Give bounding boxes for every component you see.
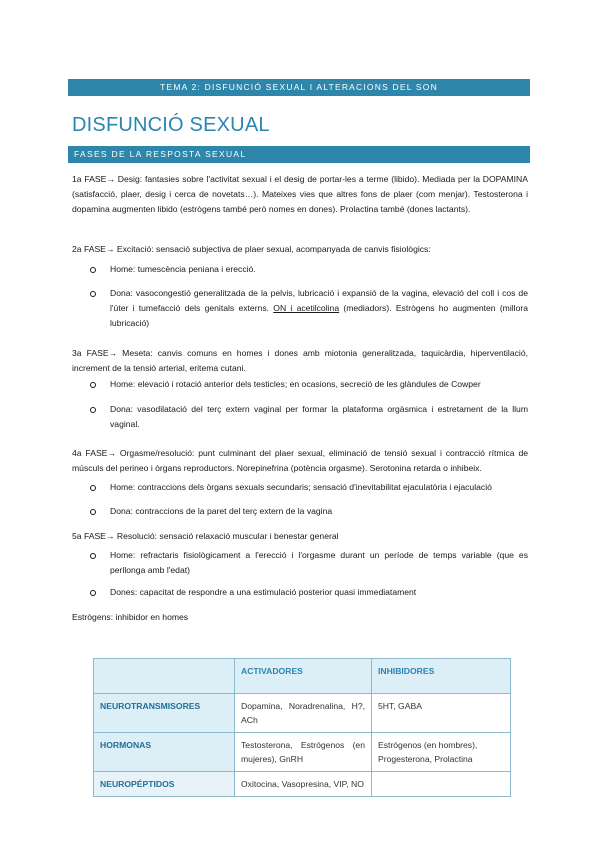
phase-5-paragraph: 5a FASE→ Resolució: sensació relaxació muscular i benestar general	[72, 531, 339, 541]
bullet-marker	[90, 509, 96, 515]
phase-3-bullet-dona: Dona: vasodilatació del terç extern vaginal per formar la plataforma orgàsmica i estretament de la llum vaginal.	[110, 404, 528, 429]
phase-2-paragraph: 2a FASE→ Excitació: sensació subjectiva de plaer sexual, acompanyada de canvis fisiològics:	[72, 244, 431, 254]
table-header-empty	[94, 659, 235, 694]
table-row	[94, 733, 511, 772]
phase-5-bullet-home: Home: refractaris fisiològicament a l'erecció i l'orgasme durant un període de temps variable (que es perllonga amb l'edat)	[110, 550, 528, 575]
bullet-marker	[90, 267, 96, 273]
phase-2-bullet-dona	[110, 286, 528, 331]
table-cell	[372, 772, 511, 797]
page-title: DISFUNCIÓ SEXUAL	[72, 114, 270, 136]
table-cell: Oxitocina, Vasopresina, VIP, NO	[235, 772, 372, 797]
table-header-row	[94, 659, 511, 694]
phase-5-bullet-dones: Dones: capacitat de respondre a una estimulació posterior quasi immediatament	[110, 587, 417, 597]
phase-4-bullet-home: Home: contraccions dels òrgans sexuals secundaris; sensació d'inevitabilitat ejaculatòria i ejaculació	[110, 482, 492, 492]
table-cell: Estrógenos (en hombres), Progesterona, Prolactina	[372, 733, 511, 772]
table-cell: Dopamina, Noradrenalina, H?, ACh	[235, 694, 372, 733]
bullet-marker	[90, 485, 96, 491]
phase-3-paragraph: 3a FASE→ Meseta: canvis comuns en homes i dones amb miotonia generalitzada, taquicàrdia, hiperventilació, increment de la tensió arterial, eritema cutani.	[72, 348, 528, 373]
bullet-text: (mediadors). Estrògens ho augmenten (millora lubricació)	[110, 303, 528, 328]
table-header-activadores: ACTIVADORES	[235, 659, 372, 694]
bullet-marker	[90, 291, 96, 297]
row-header-neurotransmisores: NEUROTRANSMISORES	[94, 694, 235, 733]
estrogen-note: Estrògens: inhibidor en homes	[72, 612, 189, 622]
table-cell: Testosterona, Estrógenos (en mujeres), GnRH	[235, 733, 372, 772]
phase-2-bullet-home: Home: tumescència peniana i erecció.	[110, 264, 256, 274]
phase-3-bullet-home: Home: elevació i rotació anterior dels testicles; en ocasions, secreció de les glàndules de Cowper	[110, 379, 481, 389]
phase-1-paragraph: 1a FASE→ Desig: fantasies sobre l'activitat sexual i el desig de portar-les a terme (libido). Mediada per la DOPAMINA (satisfacció, plaer, desig i cerca de novetats…). Mateixes vies que altres fons de plaer (com menjar). Testosterona i dopamina augmenten libido (estrògens també però nomes en dones). Prolactina també (dones lactants).	[72, 174, 528, 214]
phase-4-paragraph: 4a FASE→ Orgasme/resolució: punt culminant del plaer sexual, eliminació de tensió sexual i contracció rítmica de músculs del perineo i òrgans reproductors. Norepinefrina (potència orgasme). Serotonina retarda o inhibeix.	[72, 448, 528, 473]
bullet-marker	[90, 590, 96, 596]
bullet-marker	[90, 382, 96, 388]
section-heading: FASES DE LA RESPOSTA SEXUAL	[68, 146, 530, 163]
row-header-neuropeptidos: NEUROPÉPTIDOS	[94, 772, 235, 797]
table-row	[94, 772, 511, 797]
bullet-marker	[90, 553, 96, 559]
underlined-mediators: ON i acetilcolina	[273, 303, 340, 313]
neuromodulators-table	[93, 658, 511, 797]
bullet-text: Dona: vasocongestió generalitzada de la pelvis, lubricació i expansió de la vagina, elevació del coll i cos de l'úter i tumefacció dels genitals externs.	[110, 288, 528, 313]
chapter-banner: TEMA 2: DISFUNCIÓ SEXUAL I ALTERACIONS DEL SON	[68, 79, 530, 96]
table-header-inhibidores: INHIBIDORES	[372, 659, 511, 694]
table-cell: 5HT, GABA	[372, 694, 511, 733]
row-header-hormonas: HORMONAS	[94, 733, 235, 772]
bullet-marker	[90, 407, 96, 413]
table-row	[94, 694, 511, 733]
phase-4-bullet-dona: Dona: contraccions de la paret del terç extern de la vagina	[110, 506, 333, 516]
